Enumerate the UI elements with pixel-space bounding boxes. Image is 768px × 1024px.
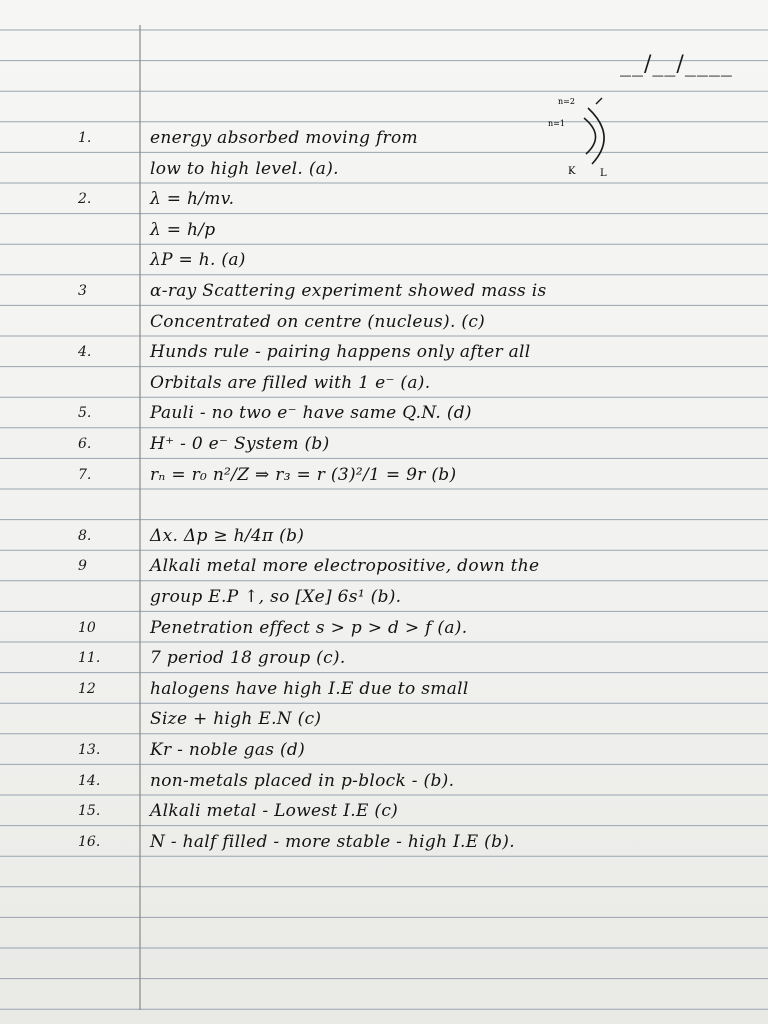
question-number: 8. <box>78 527 92 544</box>
label-n1: n=1 <box>548 119 565 128</box>
answer-text: Size + high E.N (c) <box>150 709 322 730</box>
question-number: 10 <box>78 619 96 636</box>
answer-line <box>0 801 768 831</box>
answer-line <box>0 679 768 709</box>
answer-text: Alkali metal - Lowest I.E (c) <box>150 801 399 822</box>
answer-line <box>0 832 768 862</box>
answer-text: Pauli - no two e⁻ have same Q.N. (d) <box>150 403 472 424</box>
question-number: 14. <box>78 772 101 789</box>
answer-text: energy absorbed moving from <box>150 128 418 148</box>
question-number: 1. <box>78 130 92 146</box>
answer-line <box>0 740 768 770</box>
label-l: L <box>600 168 607 179</box>
answer-line <box>0 648 768 678</box>
answer-text: low to high level. (a). <box>150 158 339 179</box>
answer-text: α-ray Scattering experiment showed mass is <box>150 281 547 301</box>
answer-text: Orbitals are filled with 1 e⁻ (a). <box>150 372 431 393</box>
answer-line <box>0 128 768 158</box>
date-field: __/__/____ <box>620 52 733 77</box>
answer-text: λ = h/mv. <box>150 189 235 210</box>
answer-line <box>0 526 768 556</box>
answer-line <box>0 403 768 433</box>
question-number: 11. <box>78 650 101 667</box>
answer-line <box>0 312 768 342</box>
question-number: 7. <box>78 466 92 483</box>
question-number: 5. <box>78 405 92 422</box>
answer-line <box>0 709 768 739</box>
answer-line <box>0 771 768 801</box>
answer-line <box>0 159 768 189</box>
answer-text: Concentrated on centre (nucleus). (c) <box>150 311 486 332</box>
answer-line <box>0 618 768 648</box>
answer-line <box>0 373 768 403</box>
answer-text: non-metals placed in p-block - (b). <box>150 770 455 791</box>
answer-line <box>0 220 768 250</box>
answer-text: Δx. Δp ≥ h/4π (b) <box>150 525 305 546</box>
label-k: K <box>568 166 576 177</box>
answer-text: H⁺ - 0 e⁻ System (b) <box>150 434 330 454</box>
answer-line <box>0 189 768 219</box>
answer-line <box>0 556 768 586</box>
answer-line <box>0 434 768 464</box>
label-n2: n=2 <box>558 97 575 106</box>
question-number: 16. <box>78 833 101 850</box>
answer-text: Kr - noble gas (d) <box>150 740 306 760</box>
question-number: 4. <box>78 344 92 361</box>
question-number: 12 <box>78 680 96 697</box>
answer-line <box>0 342 768 372</box>
question-number: 13. <box>78 742 101 758</box>
answer-text: λ = h/p <box>150 219 216 240</box>
answer-text: halogens have high I.E due to small <box>150 678 469 699</box>
question-number: 2. <box>78 191 92 208</box>
answer-line <box>0 250 768 280</box>
answer-text: Penetration effect s > p > d > f (a). <box>150 617 468 638</box>
question-number: 6. <box>78 436 92 452</box>
answer-text: Hunds rule - pairing happens only after all <box>150 342 531 363</box>
answer-text: λP = h. (a) <box>150 250 246 271</box>
answer-line <box>0 465 768 495</box>
question-number: 3 <box>78 283 87 299</box>
answer-text: N - half filled - more stable - high I.E (b). <box>150 831 515 852</box>
question-number: 9 <box>78 558 87 575</box>
answer-line <box>0 587 768 617</box>
question-number: 15. <box>78 803 101 820</box>
answer-text: 7 period 18 group (c). <box>150 648 346 669</box>
answer-text: group E.P ↑, so [Xe] 6s¹ (b). <box>150 587 402 607</box>
answer-line <box>0 281 768 311</box>
answer-text: rₙ = r₀ n²/Z ⇒ r₃ = r (3)²/1 = 9r (b) <box>150 464 457 485</box>
answer-text: Alkali metal more electropositive, down the <box>150 556 540 577</box>
